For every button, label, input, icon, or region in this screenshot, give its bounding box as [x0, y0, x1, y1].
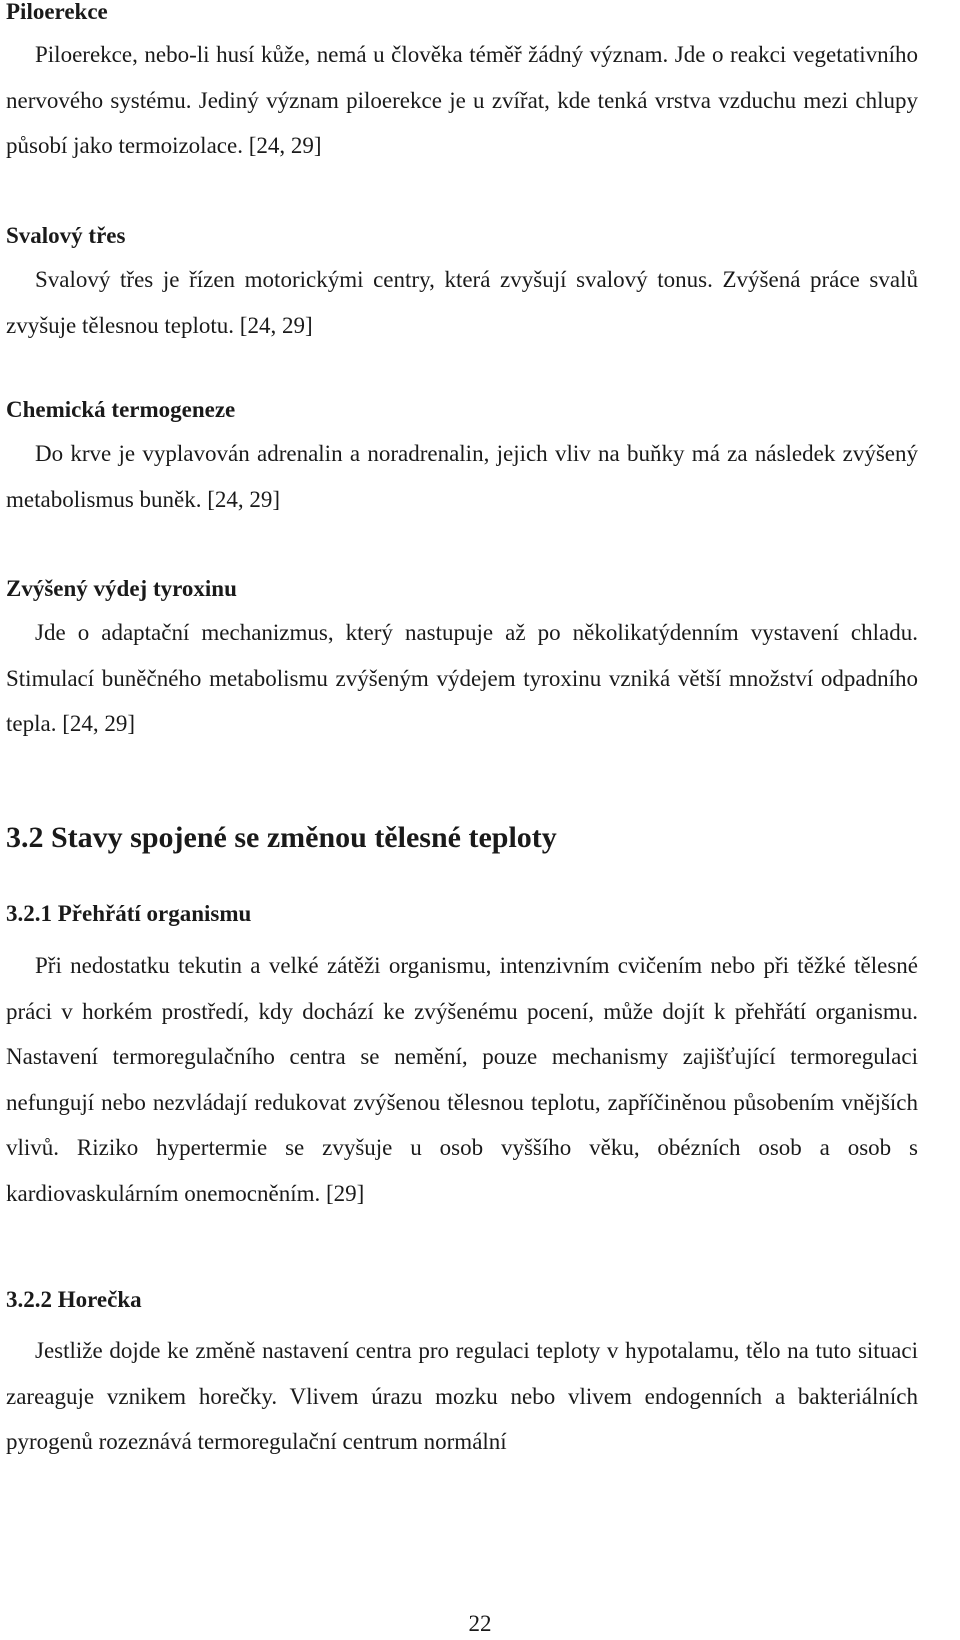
heading-svalovy-tres: Svalový třes	[6, 223, 126, 248]
heading-tyroxin: Zvýšený výdej tyroxinu	[6, 576, 237, 601]
paragraph-piloerekce: Piloerekce, nebo-li husí kůže, nemá u člověka téměř žádný význam. Jde o reakci vegetativního nervového systému. Jediný význam piloerekce je u zvířat, kde tenká vrstva vzduchu mezi chlupy působí jako termoizolace. [24, 29]	[6, 42, 918, 158]
paragraph-tyroxin: Jde o adaptační mechanizmus, který nastupuje až po několikatýdenním vystavení chladu. Stimulací buněčného metabolismu zvýšeným výdejem tyroxinu vzniká větší množství odpadního tepla. [24, 29]	[6, 620, 918, 736]
heading-chemicka-termogeneze: Chemická termogeneze	[6, 397, 236, 422]
subsection-prehrati	[6, 902, 918, 1216]
paragraph-horecka: Jestliže dojde ke změně nastavení centra pro regulaci teploty v hypotalamu, tělo na tuto situaci zareaguje vznikem horečky. Vlivem úrazu mozku nebo vlivem endogenních a bakteriálních pyrogenů rozeznává termoregulační centrum normální	[6, 1338, 918, 1454]
section-tyroxin	[6, 577, 918, 747]
heading-prehrati: 3.2.1 Přehřátí organismu	[6, 901, 252, 926]
section-svalovy-tres	[6, 224, 918, 348]
section-chemicka-termogeneze	[6, 398, 918, 522]
paragraph-chemicka-termogeneze: Do krve je vyplavován adrenalin a noradrenalin, jejich vliv na buňky má za následek zvýšený metabolismus buněk. [24, 29]	[6, 441, 918, 512]
subsection-horecka	[6, 1288, 918, 1465]
section-piloerekce	[6, 0, 918, 169]
paragraph-prehrati: Při nedostatku tekutin a velké zátěži organismu, intenzivním cvičením nebo při těžké tělesné práci v horkém prostředí, kdy dochází ke zvýšenému pocení, může dojít k přehřátí organismu. Nastavení termoregulačního centra se nemění, pouze mechanismy zajišťující termoregulaci nefungují nebo nezvládají redukovat zvýšenou tělesnou teplotu, zapříčiněnou působením vnějších vlivů. Riziko hypertermie se zvyšuje u osob vyššího věku, obézních osob a osob s kardiovaskulárním onemocněním. [29]	[6, 953, 918, 1206]
heading-piloerekce: Piloerekce	[6, 0, 108, 24]
page-number: 22	[468, 1611, 492, 1636]
section-title: 3.2 Stavy spojené se změnou tělesné teploty	[6, 821, 557, 854]
section-3-2	[6, 822, 918, 854]
heading-horecka: 3.2.2 Horečka	[6, 1287, 142, 1312]
paragraph-svalovy-tres: Svalový třes je řízen motorickými centry, která zvyšují svalový tonus. Zvýšená práce svalů zvyšuje tělesnou teplotu. [24, 29]	[6, 267, 918, 338]
